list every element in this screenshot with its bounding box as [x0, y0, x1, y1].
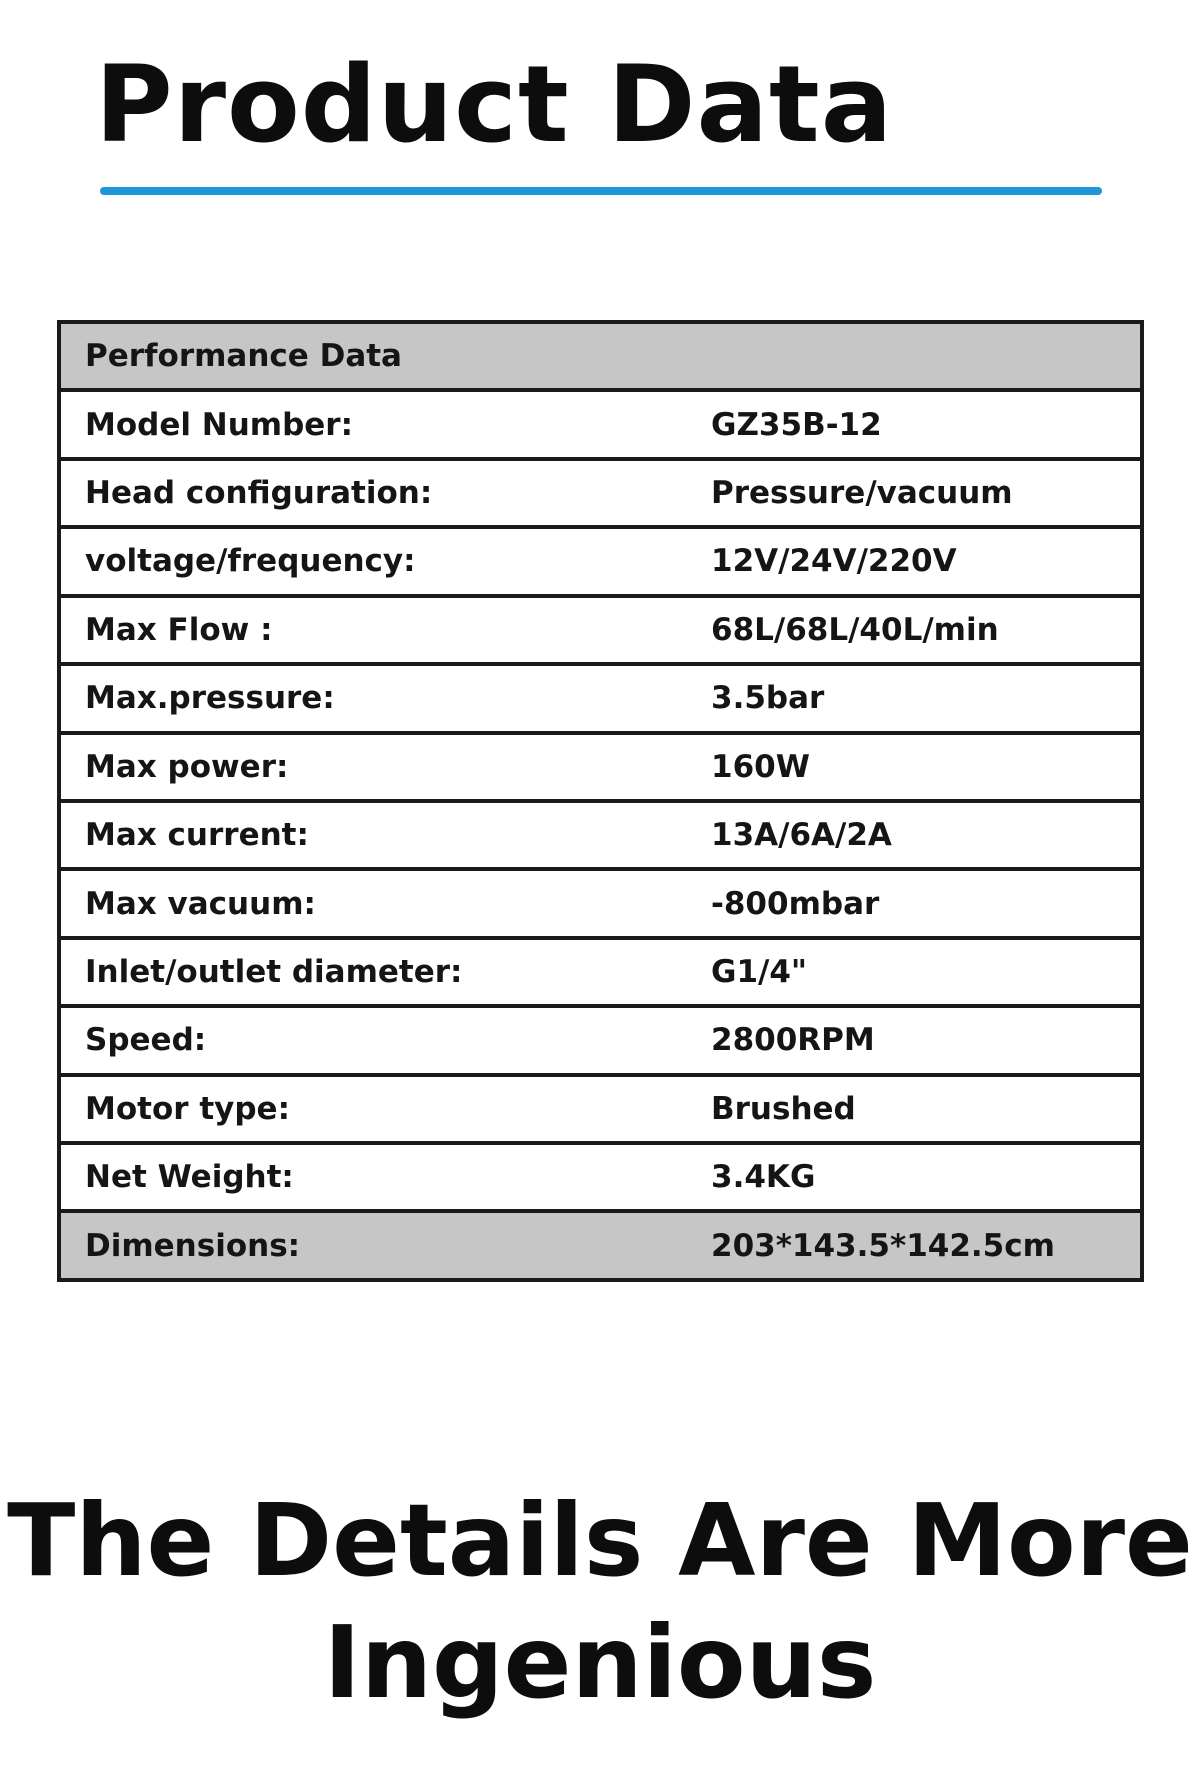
row-label: voltage/frequency: — [85, 543, 416, 580]
row-value: Pressure/vacuum — [711, 475, 1013, 512]
table-row — [61, 1073, 1140, 1141]
row-label: Head configuration: — [85, 475, 433, 512]
table-row — [61, 594, 1140, 662]
table-row — [61, 731, 1140, 799]
row-label: Motor type: — [85, 1090, 290, 1127]
row-label: Speed: — [85, 1022, 207, 1059]
row-value: Brushed — [711, 1090, 856, 1127]
table-row — [61, 1004, 1140, 1072]
spec-table — [57, 320, 1144, 1282]
table-row — [61, 867, 1140, 935]
table-row — [61, 457, 1140, 525]
row-value: G1/4" — [711, 954, 808, 990]
row-label: Max power: — [85, 748, 289, 785]
row-value: 3.5bar — [711, 680, 825, 717]
details-heading-line2: Ingenious — [323, 1604, 877, 1721]
row-value: 3.4KG — [711, 1159, 816, 1196]
row-label: Max.pressure: — [85, 680, 335, 717]
table-row — [61, 799, 1140, 867]
title-underline — [100, 187, 1102, 195]
row-label: Dimensions: — [85, 1227, 301, 1264]
row-value: 160W — [711, 748, 810, 785]
table-header-row — [61, 324, 1140, 388]
row-value: 68L/68L/40L/min — [711, 611, 999, 648]
page-title: Product Data — [95, 43, 894, 166]
row-label: Max current: — [85, 817, 309, 854]
row-value: 13A/6A/2A — [711, 817, 892, 854]
row-value: 2800RPM — [711, 1022, 875, 1059]
details-heading-line1: The Details Are More — [7, 1482, 1193, 1599]
table-row — [61, 1209, 1140, 1277]
row-label: Net Weight: — [85, 1159, 294, 1196]
table-row — [61, 525, 1140, 593]
row-label: Max Flow : — [85, 611, 273, 648]
table-heading: Performance Data — [85, 338, 402, 375]
row-label: Model Number: — [85, 406, 353, 443]
row-label: Inlet/outlet diameter: — [85, 954, 463, 990]
row-value: GZ35B-12 — [711, 406, 882, 443]
details-heading — [0, 1480, 1200, 1724]
table-row — [61, 662, 1140, 730]
row-label: Max vacuum: — [85, 885, 316, 922]
table-row — [61, 388, 1140, 456]
row-value: -800mbar — [711, 885, 880, 922]
table-row — [61, 1141, 1140, 1209]
row-value: 203*143.5*142.5cm — [711, 1227, 1055, 1264]
row-value: 12V/24V/220V — [711, 543, 957, 580]
table-row — [61, 936, 1140, 1004]
